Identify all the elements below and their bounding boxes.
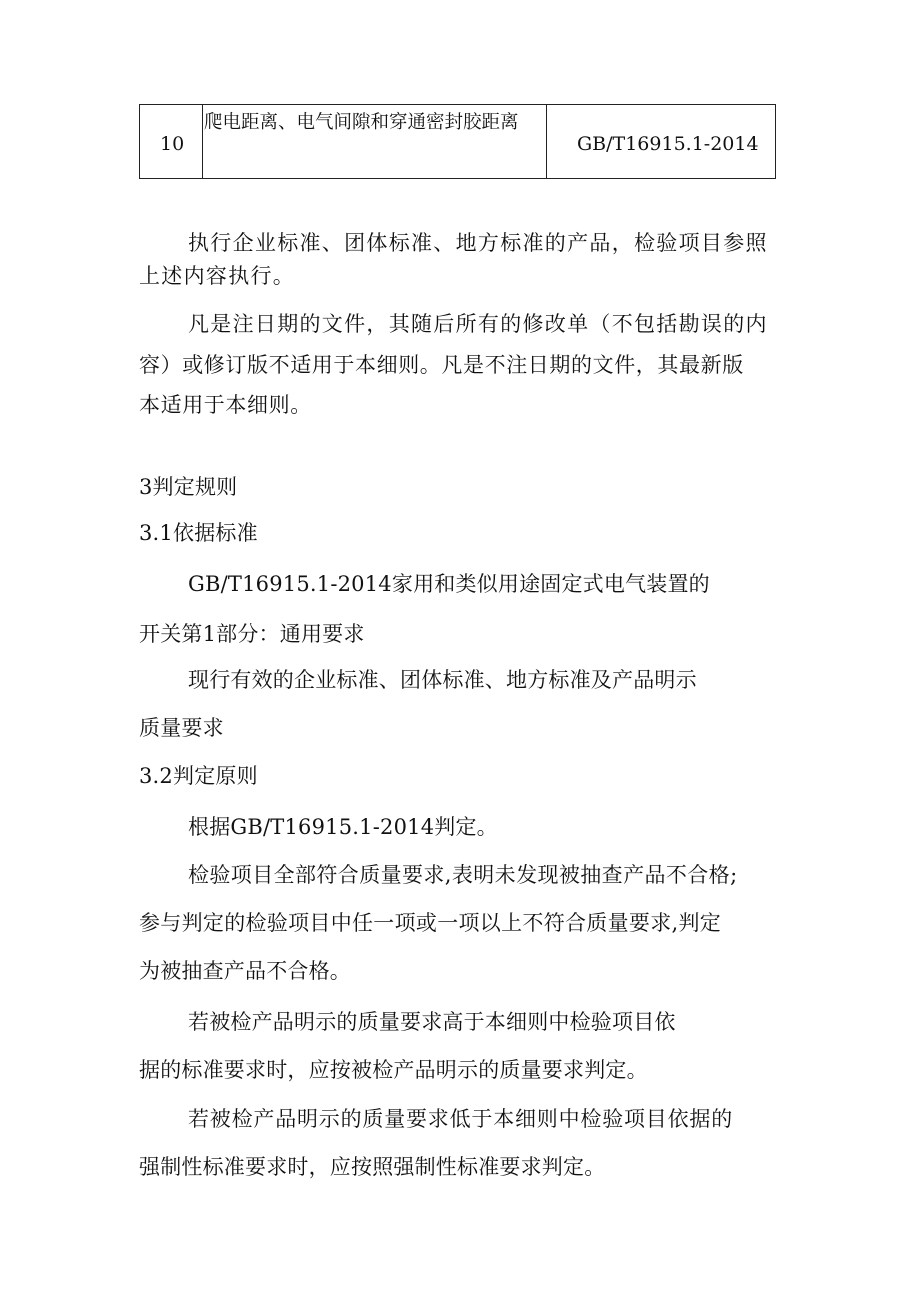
paragraph-line: 本适用于本细则。	[139, 393, 312, 417]
paragraph-line: 参与判定的检验项目中任一项或一项以上不符合质量要求,判定	[139, 911, 722, 935]
paragraph-line: 质量要求	[139, 716, 224, 740]
table-divider	[202, 105, 203, 178]
paragraph-line: GB/T16915.1-2014家用和类似用途固定式电气装置的	[188, 572, 710, 596]
paragraph-line: 若被检产品明示的质量要求低于本细则中检验项目依据的	[188, 1107, 733, 1131]
paragraph-line: 容）或修订版不适用于本细则。凡是不注日期的文件，其最新版	[139, 353, 744, 377]
table-cell-standard: GB/T16915.1-2014	[577, 133, 759, 155]
standards-table	[139, 104, 776, 179]
paragraph-line: 开关第1部分：通用要求	[139, 622, 365, 646]
table-cell-item: 爬电距离、电气间隙和穿通密封胶距离	[204, 112, 519, 133]
paragraph-line: 根据GB/T16915.1-2014判定。	[188, 815, 498, 839]
paragraph-line: 现行有效的企业标准、团体标准、地方标准及产品明示	[188, 668, 697, 692]
table-divider	[546, 105, 547, 178]
paragraph-line: 据的标准要求时，应按被检产品明示的质量要求判定。	[139, 1058, 648, 1082]
section-heading: 3判定规则	[139, 475, 238, 499]
paragraph-line: 若被检产品明示的质量要求高于本细则中检验项目依	[188, 1010, 676, 1034]
paragraph-line: 强制性标准要求时，应按照强制性标准要求判定。	[139, 1155, 606, 1179]
paragraph-line: 上述内容执行。	[139, 264, 296, 288]
table-cell-no: 10	[160, 133, 185, 155]
paragraph-line: 检验项目全部符合质量要求,表明未发现被抽查产品不合格;	[188, 863, 738, 887]
paragraph-line: 凡是注日期的文件，其随后所有的修改单（不包括勘误的内	[188, 312, 768, 336]
subsection-heading: 3.1依据标准	[139, 521, 258, 545]
subsection-heading: 3.2判定原则	[139, 764, 258, 788]
paragraph-line: 为被抽查产品不合格。	[139, 959, 351, 983]
paragraph-line: 执行企业标准、团体标准、地方标准的产品，检验项目参照	[188, 231, 768, 255]
